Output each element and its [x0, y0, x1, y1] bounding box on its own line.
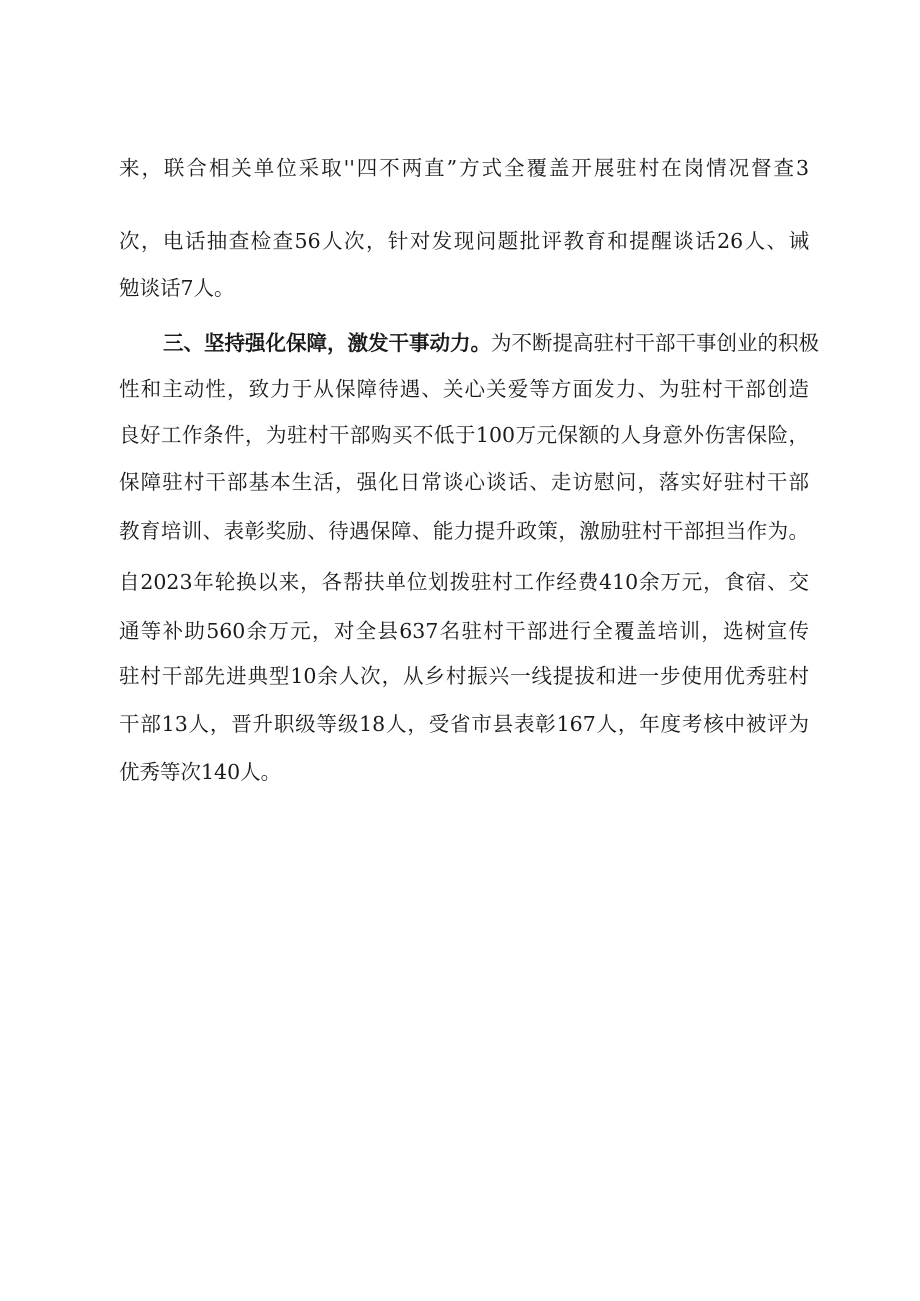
paragraph-2-line-2: 性和主动性，致力于从保障待遇、关心关爱等方面发力、为驻村干部创造 [119, 377, 809, 401]
paragraph-2-line-1-text: 为不断提高驻村干部干事创业的积极 [491, 331, 819, 355]
paragraph-2-line-10: 优秀等次140人。 [119, 760, 282, 784]
paragraph-1-line-2: 次，电话抽查检查56人次，针对发现问题批评教育和提醒谈话26人、诫 [119, 229, 809, 253]
paragraph-2-line-1 [163, 320, 819, 366]
paragraph-2-line-5: 教育培训、表彰奖励、待遇保障、能力提升政策，激励驻村干部担当作为。 [119, 519, 809, 543]
paragraph-2-line-6: 自2023年轮换以来，各帮扶单位划拨驻村工作经费410余万元，食宿、交 [119, 570, 809, 594]
paragraph-2-line-7: 通等补助560余万元，对全县637名驻村干部进行全覆盖培训，选树宣传 [119, 619, 809, 643]
paragraph-2-line-4: 保障驻村干部基本生活，强化日常谈心谈话、走访慰问，落实好驻村干部 [119, 470, 809, 494]
section-heading: 三、坚持强化保障，激发干事动力。 [163, 331, 491, 355]
paragraph-2-line-9: 干部13人，晋升职级等级18人，受省市县表彰167人，年度考核中被评为 [119, 712, 809, 736]
paragraph-2-line-8: 驻村干部先进典型10余人次，从乡村振兴一线提拔和进一步使用优秀驻村 [119, 664, 809, 688]
paragraph-1-line-3: 勉谈话7人。 [119, 276, 235, 300]
paragraph-2-line-3: 良好工作条件，为驻村干部购买不低于100万元保额的人身意外伤害保险， [119, 423, 809, 447]
paragraph-1-line-1: 来，联合相关单位采取''四不两直”方式全覆盖开展驻村在岗情况督查3 [119, 156, 809, 180]
